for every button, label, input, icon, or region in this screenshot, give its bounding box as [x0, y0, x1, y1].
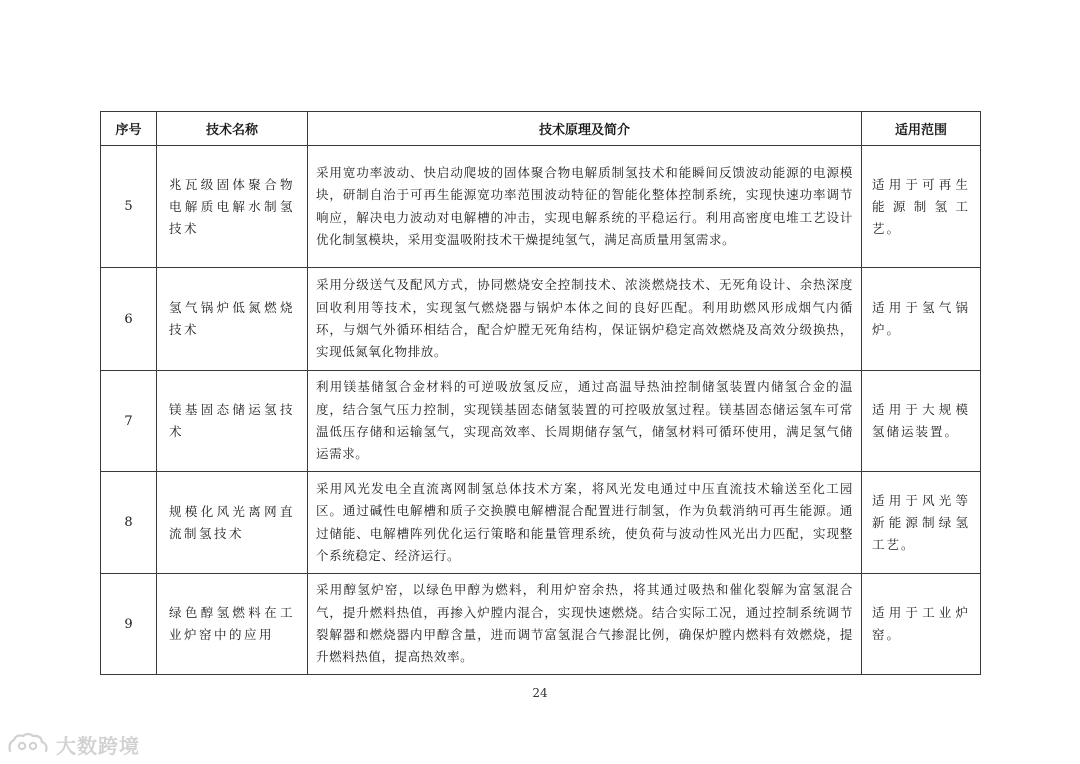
row-no: 5 [101, 146, 157, 268]
row-tech-desc: 利用镁基储氢合金材料的可逆吸放氢反应，通过高温导热油控制储氢装置内储氢合金的温度，结合氢气压力控制，实现镁基固态储氢装置的可控吸放氢过程。镁基固态储运氢车可常温低压存储和运输氢气，实现高效率、长周期储存氢气，储氢材料可循环使用，满足氢气储运需求。 [308, 371, 862, 472]
row-scope: 适用于风光等新能源制绿氢工艺。 [862, 472, 981, 574]
row-tech-name: 绿色醇氢燃料在工业炉窑中的应用 [157, 574, 308, 675]
row-tech-desc: 采用醇氢炉窑，以绿色甲醇为燃料，利用炉窑余热，将其通过吸热和催化裂解为富氢混合气，提升燃料热值，再掺入炉膛内混合，实现快速燃烧。结合实际工况，通过控制系统调节裂解器和燃烧器内甲醇含量，进而调节富氢混合气掺混比例，确保炉膛内燃料有效燃烧，提升燃料热值，提高热效率。 [308, 574, 862, 675]
row-no: 8 [101, 472, 157, 574]
table-row [101, 574, 981, 675]
row-tech-name: 镁基固态储运氢技术 [157, 371, 308, 472]
row-scope: 适用于氢气锅炉。 [862, 268, 981, 371]
row-tech-desc: 采用分级送气及配风方式，协同燃烧安全控制技术、浓淡燃烧技术、无死角设计、余热深度回收利用等技术，实现氢气燃烧器与锅炉本体之间的良好匹配。利用助燃风形成烟气内循环，与烟气外循环相结合，配合炉膛无死角结构，保证锅炉稳定高效燃烧及高效分级换热，实现低氮氧化物排放。 [308, 268, 862, 371]
table-row [101, 472, 981, 574]
header-scope: 适用范围 [862, 112, 981, 146]
row-tech-desc: 采用风光发电全直流离网制氢总体技术方案，将风光发电通过中压直流技术输送至化工园区。通过碱性电解槽和质子交换膜电解槽混合配置进行制氢，作为负载消纳可再生能源。通过储能、电解槽阵列优化运行策略和能量管理系统，使负荷与波动性风光出力匹配，实现整个系统稳定、经济运行。 [308, 472, 862, 574]
row-tech-name: 氢气锅炉低氮燃烧技术 [157, 268, 308, 371]
row-no: 6 [101, 268, 157, 371]
row-scope: 适用于可再生能源制氢工艺。 [862, 146, 981, 268]
cloud-logo-icon [6, 731, 50, 757]
row-tech-name: 规模化风光离网直流制氢技术 [157, 472, 308, 574]
row-scope: 适用于大规模氢储运装置。 [862, 371, 981, 472]
row-no: 7 [101, 371, 157, 472]
row-no: 9 [101, 574, 157, 675]
row-scope: 适用于工业炉窑。 [862, 574, 981, 675]
table-row [101, 146, 981, 268]
header-no: 序号 [101, 112, 157, 146]
table-row [101, 371, 981, 472]
row-tech-desc: 采用宽功率波动、快启动爬坡的固体聚合物电解质制氢技术和能瞬间反馈波动能源的电源模块，研制自治于可再生能源宽功率范围波动特征的智能化整体控制系统，实现快速功率调节响应，解决电力波动对电解槽的冲击，实现电解系统的平稳运行。利用高密度电堆工艺设计优化制氢模块，采用变温吸附技术干燥提纯氢气，满足高质量用氢需求。 [308, 146, 862, 268]
header-name: 技术名称 [157, 112, 308, 146]
watermark-text: 大数跨境 [56, 733, 140, 758]
page-number: 24 [532, 686, 548, 700]
row-tech-name: 兆瓦级固体聚合物电解质电解水制氢技术 [157, 146, 308, 268]
table-header-row [101, 112, 981, 146]
technology-table [100, 111, 981, 675]
header-desc: 技术原理及简介 [308, 112, 862, 146]
watermark [6, 729, 140, 759]
table-row [101, 268, 981, 371]
